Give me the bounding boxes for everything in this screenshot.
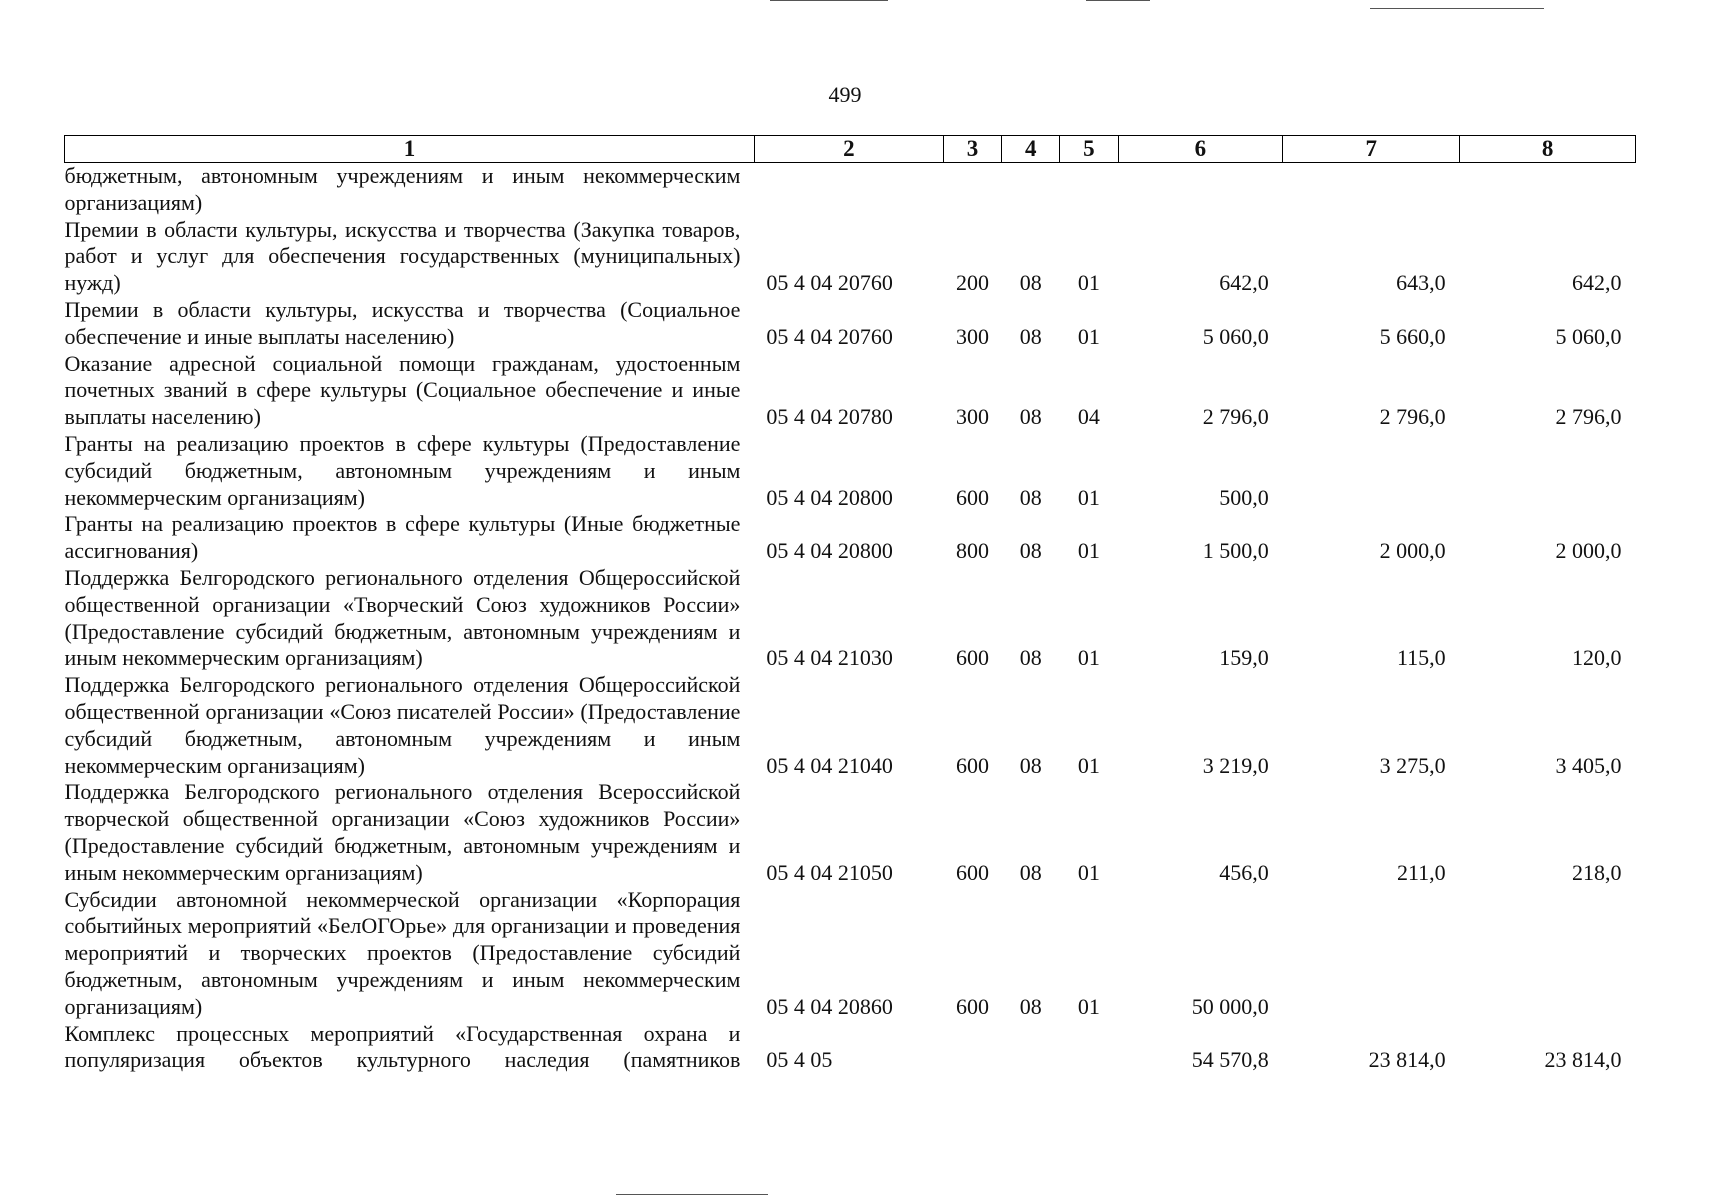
target-article-code: 05 4 04 20800	[766, 484, 893, 510]
amount-col-8: 642,0	[1572, 270, 1622, 296]
section-code: 08	[1019, 645, 1042, 671]
expense-type-code: 200	[955, 270, 989, 296]
amount-col-8: 2 000,0	[1555, 538, 1622, 564]
column-header: 3	[943, 136, 1001, 163]
amount-col-8	[1460, 887, 1636, 1021]
section-code	[1002, 163, 1060, 217]
subsection-code: 01	[1077, 484, 1100, 510]
section-code: 08	[1019, 538, 1042, 564]
target-article-code: 05 4 04 20760	[766, 323, 893, 349]
amount-col-7	[1283, 431, 1460, 511]
amount-col-6: 500,0	[1219, 484, 1269, 510]
amount-col-8	[1460, 431, 1636, 511]
table-row	[65, 431, 1636, 511]
table-row	[65, 887, 1636, 1021]
amount-col-6	[1118, 163, 1283, 217]
scan-edge-line	[770, 0, 888, 1]
row-description: Субсидии автономной некоммерческой организации «Корпорация событийных мероприятий «БелОГОрье» для организации и проведения мероприятий и творческих проектов (Предоставление субсидий бюджетным, автономным учреждениям и иным некоммерческим организациям)	[64, 886, 741, 1019]
amount-col-6: 3 219,0	[1202, 752, 1269, 778]
expense-type-code: 300	[955, 404, 989, 430]
expense-type-code: 600	[955, 859, 989, 885]
subsection-code: 01	[1077, 323, 1100, 349]
scan-edge-line	[1370, 8, 1544, 9]
amount-col-8: 3 405,0	[1555, 752, 1622, 778]
column-header: 1	[65, 136, 755, 163]
column-header: 4	[1002, 136, 1060, 163]
table-row	[65, 1021, 1636, 1075]
scan-edge-line	[1086, 0, 1150, 1]
row-description: Поддержка Белгородского регионального отделения Всероссийской творческой общественной организации «Союз художников России» (Предоставление субсидий бюджетным, автономным учреждениям и иным некоммерческим организациям)	[64, 779, 741, 885]
subsection-code: 04	[1077, 404, 1100, 430]
subsection-code	[1060, 1021, 1118, 1075]
amount-col-7	[1283, 887, 1460, 1021]
row-description: Поддержка Белгородского регионального отделения Общероссийской общественной организации «Творческий Союз художников России» (Предоставление субсидий бюджетным, автономным учреждениям и иным некоммерческим организациям)	[64, 564, 741, 671]
amount-col-7: 115,0	[1396, 645, 1446, 671]
row-description: Премии в области культуры, искусства и творчества (Закупка товаров, работ и услуг для обеспечения государственных (муниципальных) нужд)	[64, 216, 741, 296]
subsection-code: 01	[1077, 993, 1100, 1019]
table-row	[65, 217, 1636, 297]
section-code: 08	[1019, 993, 1042, 1019]
subsection-code: 01	[1077, 859, 1100, 885]
amount-col-6: 456,0	[1219, 859, 1269, 885]
column-header: 6	[1118, 136, 1283, 163]
table-row	[65, 297, 1636, 351]
amount-col-6: 5 060,0	[1202, 323, 1269, 349]
row-description: Оказание адресной социальной помощи гражданам, удостоенным почетных званий в сфере культуры (Социальное обеспечение и иные выплаты населению)	[64, 350, 741, 430]
section-code	[1002, 1021, 1060, 1075]
expense-type-code: 300	[955, 323, 989, 349]
table-row	[65, 351, 1636, 431]
target-article-code: 05 4 04 21050	[766, 859, 893, 885]
subsection-code: 01	[1077, 270, 1100, 296]
row-description: Гранты на реализацию проектов в сфере культуры (Иные бюджетные ассигнования)	[64, 511, 741, 564]
subsection-code: 01	[1077, 645, 1100, 671]
amount-col-6: 2 796,0	[1202, 404, 1269, 430]
amount-col-7: 2 796,0	[1379, 404, 1446, 430]
target-article-code: 05 4 04 20760	[766, 270, 893, 296]
table-row	[65, 672, 1636, 779]
expense-type-code: 800	[955, 538, 989, 564]
amount-col-7: 23 814,0	[1368, 1047, 1446, 1073]
amount-col-7: 2 000,0	[1379, 538, 1446, 564]
target-article-code	[754, 163, 943, 217]
expense-type-code: 600	[955, 752, 989, 778]
amount-col-7: 211,0	[1396, 859, 1446, 885]
column-number-row	[65, 136, 1636, 163]
section-code: 08	[1019, 484, 1042, 510]
target-article-code: 05 4 05	[766, 1047, 833, 1073]
table-row	[65, 565, 1636, 672]
table-row	[65, 511, 1636, 565]
expense-type-code: 600	[955, 484, 989, 510]
amount-col-8	[1460, 163, 1636, 217]
expense-type-code	[943, 163, 1001, 217]
amount-col-8: 120,0	[1572, 645, 1622, 671]
column-header: 8	[1460, 136, 1636, 163]
amount-col-8: 218,0	[1572, 859, 1622, 885]
column-header: 2	[754, 136, 943, 163]
section-code: 08	[1019, 323, 1042, 349]
amount-col-8: 5 060,0	[1555, 323, 1622, 349]
budget-table	[64, 135, 1636, 1074]
row-description: бюджетным, автономным учреждениям и иным некоммерческим организациям)	[64, 163, 741, 215]
expense-type-code: 600	[955, 993, 989, 1019]
amount-col-6: 642,0	[1219, 270, 1269, 296]
page-number: 499	[828, 82, 862, 107]
subsection-code: 01	[1077, 752, 1100, 778]
section-code: 08	[1019, 752, 1042, 778]
column-header: 5	[1060, 136, 1118, 163]
amount-col-8: 2 796,0	[1555, 404, 1622, 430]
target-article-code: 05 4 04 20860	[766, 993, 893, 1019]
row-description: Гранты на реализацию проектов в сфере культуры (Предоставление субсидий бюджетным, автономным учреждениям и иным некоммерческим организациям)	[64, 430, 741, 510]
table-row	[65, 779, 1636, 886]
amount-col-7	[1283, 163, 1460, 217]
target-article-code: 05 4 04 20780	[766, 404, 893, 430]
row-description: Поддержка Белгородского регионального отделения Общероссийской общественной организации «Союз писателей России» (Предоставление субсидий бюджетным, автономным учреждениям и иным некоммерческим организациям)	[64, 672, 741, 778]
subsection-code	[1060, 163, 1118, 217]
subsection-code: 01	[1077, 538, 1100, 564]
section-code: 08	[1019, 270, 1042, 296]
expense-type-code	[943, 1021, 1001, 1075]
table-row	[65, 163, 1636, 217]
target-article-code: 05 4 04 20800	[766, 538, 893, 564]
amount-col-6: 54 570,8	[1191, 1047, 1269, 1073]
scan-edge-line	[616, 1194, 768, 1195]
amount-col-6: 1 500,0	[1202, 538, 1269, 564]
amount-col-8: 23 814,0	[1544, 1047, 1622, 1073]
column-header: 7	[1283, 136, 1460, 163]
target-article-code: 05 4 04 21030	[766, 645, 893, 671]
section-code: 08	[1019, 404, 1042, 430]
amount-col-6: 159,0	[1219, 645, 1269, 671]
row-description: Комплекс процессных мероприятий «Государственная охрана и популяризация объектов культурного наследия (памятников	[64, 1020, 741, 1073]
amount-col-7: 643,0	[1396, 270, 1446, 296]
section-code: 08	[1019, 859, 1042, 885]
amount-col-7: 3 275,0	[1379, 752, 1446, 778]
target-article-code: 05 4 04 21040	[766, 752, 893, 778]
row-description: Премии в области культуры, искусства и творчества (Социальное обеспечение и иные выплаты населению)	[64, 296, 741, 349]
amount-col-7: 5 660,0	[1379, 323, 1446, 349]
expense-type-code: 600	[955, 645, 989, 671]
amount-col-6: 50 000,0	[1191, 993, 1269, 1019]
